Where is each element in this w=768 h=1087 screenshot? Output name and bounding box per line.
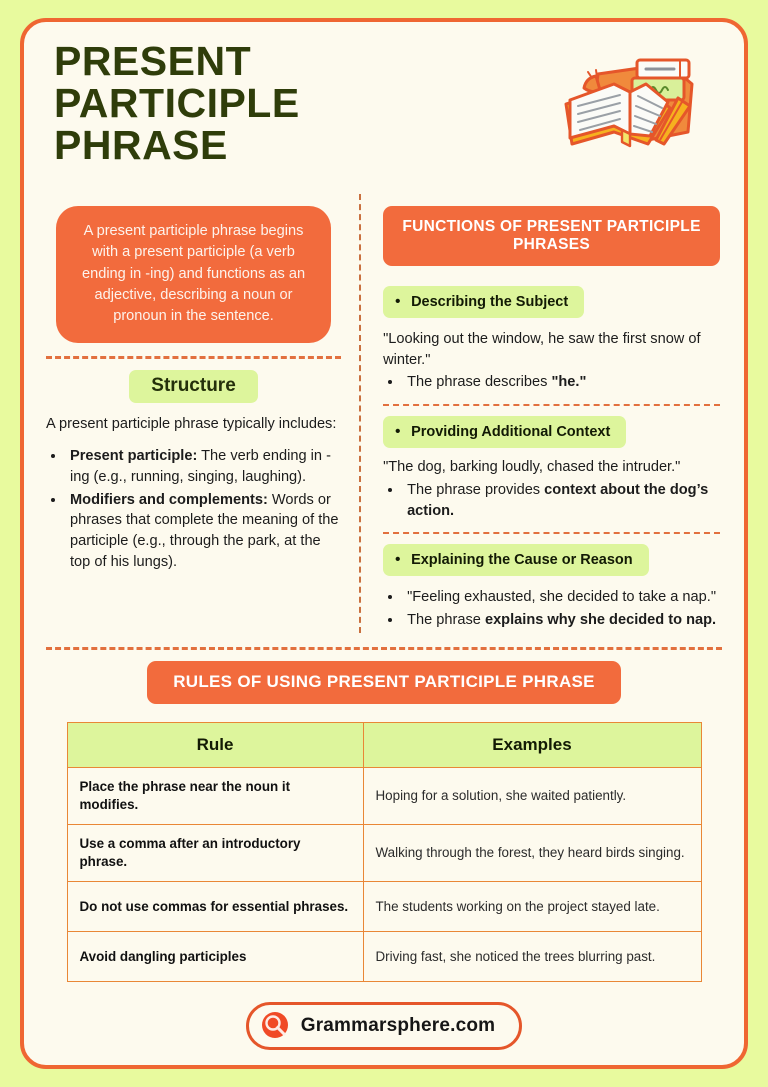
- list-item: [403, 610, 720, 631]
- list-item: [403, 587, 720, 608]
- list-item: [403, 480, 720, 521]
- structure-term-0: Present participle:: [70, 448, 198, 465]
- function-note-plain-2: The phrase: [407, 612, 485, 629]
- right-column: [359, 194, 744, 633]
- function-badge-1: • Providing Additional Context: [383, 416, 626, 448]
- function-badge-2: • Explaining the Cause or Reason: [383, 544, 649, 576]
- table-row: [67, 824, 701, 881]
- table-row: [67, 767, 701, 824]
- function-section-2: [383, 544, 720, 630]
- structure-list: [66, 446, 341, 572]
- function-quote-0: "Looking out the window, he saw the first snow of winter.": [383, 331, 701, 368]
- definition-box: A present participle phrase begins with a present participle (a verb ending in -ing) and functions as an adjective, describing a noun or pronoun in the sentence.: [56, 206, 331, 343]
- table-row: [67, 882, 701, 932]
- function-note-list-1: [403, 480, 720, 521]
- cell-rule-3: Avoid dangling participles: [67, 932, 363, 982]
- function-note-bold-0: "he.": [551, 374, 587, 391]
- list-item: [403, 372, 720, 393]
- structure-detail-1: Words or phrases that complete the meaning of the participle (e.g., through the park, at the top of his lungs).: [70, 491, 339, 570]
- column-divider: [359, 194, 361, 633]
- function-quote-2: "Feeling exhausted, she decided to take a nap.": [407, 589, 716, 606]
- divider-right-2: [383, 532, 720, 534]
- function-note-bold-2: explains why she decided to nap.: [484, 612, 717, 629]
- divider-left-1: [46, 356, 341, 359]
- function-note-bold-1: context about the dog’s action.: [407, 481, 709, 519]
- cell-rule-2: Do not use commas for essential phrases.: [67, 882, 363, 932]
- table-row: [67, 932, 701, 982]
- cell-example-2: The students working on the project stayed late.: [363, 882, 701, 932]
- magnifier-icon: [261, 1011, 291, 1041]
- footer: [24, 1002, 744, 1050]
- list-item: [66, 446, 341, 487]
- function-badge-0: • Describing the Subject: [383, 286, 584, 318]
- rules-table: [67, 722, 702, 982]
- structure-badge: Structure: [129, 370, 257, 403]
- cell-example-1: Walking through the forest, they heard birds singing.: [363, 824, 701, 881]
- table-header-row: [67, 722, 701, 767]
- brand-name: Grammarsphere.com: [300, 1015, 496, 1037]
- function-note-plain-1: The phrase provides: [407, 481, 545, 498]
- left-column: [24, 194, 359, 633]
- function-section-1: [383, 416, 720, 521]
- divider-full-width: [46, 647, 722, 650]
- functions-header: FUNCTIONS OF PRESENT PARTICIPLE PHRASES: [383, 206, 720, 266]
- structure-intro: A present participle phrase typically includes:: [46, 416, 337, 433]
- divider-right-1: [383, 404, 720, 406]
- structure-term-1: Modifiers and complements:: [70, 491, 268, 508]
- cell-example-0: Hoping for a solution, she waited patiently.: [363, 767, 701, 824]
- function-quote-1: "The dog, barking loudly, chased the intruder.": [383, 459, 681, 476]
- column-header-rule: Rule: [67, 722, 363, 767]
- function-note-list-0: [403, 372, 720, 393]
- two-column-body: [24, 194, 744, 633]
- list-item: [66, 490, 341, 573]
- cell-example-3: Driving fast, she noticed the trees blurring past.: [363, 932, 701, 982]
- brand-badge[interactable]: [246, 1002, 523, 1050]
- open-book-icon: [552, 48, 702, 166]
- cell-rule-0: Place the phrase near the noun it modifies.: [67, 767, 363, 824]
- cell-rule-1: Use a comma after an introductory phrase.: [67, 824, 363, 881]
- poster-card: [20, 18, 748, 1069]
- column-header-examples: Examples: [363, 722, 701, 767]
- rules-section: [24, 661, 744, 982]
- structure-detail-0: The verb ending in -ing (e.g., running, singing, laughing).: [70, 448, 331, 485]
- function-section-0: [383, 286, 720, 393]
- function-note-plain-0: The phrase describes: [407, 374, 552, 391]
- page-title: PRESENT PARTICIPLE PHRASE: [54, 38, 300, 169]
- header: [24, 22, 744, 194]
- rules-header: RULES OF USING PRESENT PARTICIPLE PHRASE: [147, 661, 621, 704]
- function-note-list-2: [403, 587, 720, 630]
